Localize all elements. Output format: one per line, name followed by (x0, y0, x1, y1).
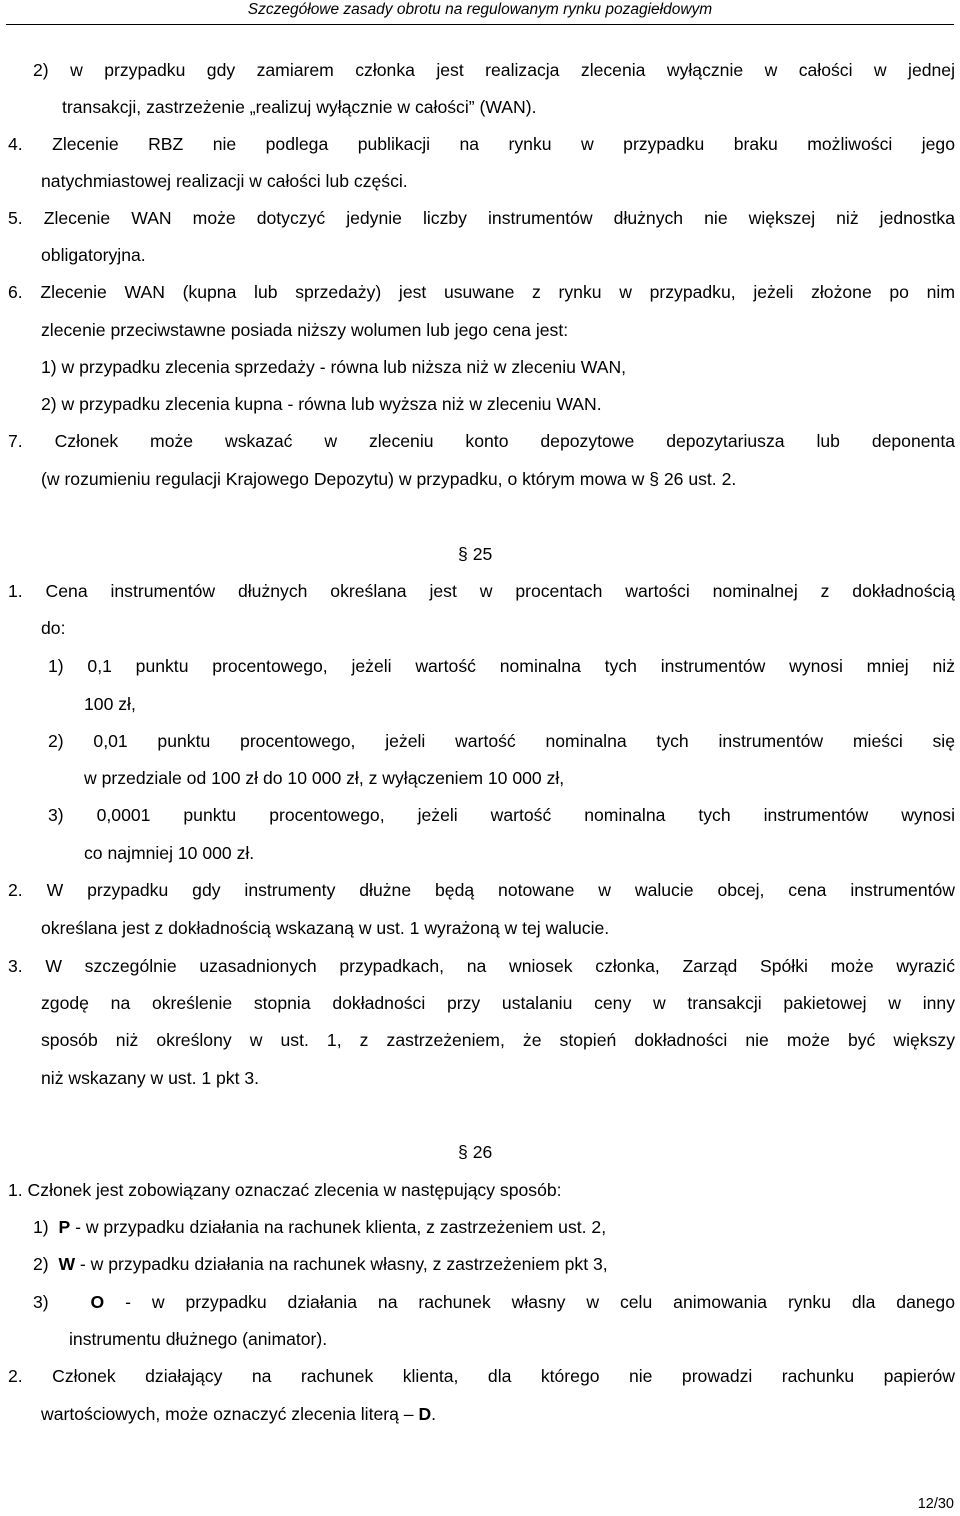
item-number: 3) (33, 1292, 49, 1312)
text-line: zgodę na określenie stopnia dokładności przy ustalaniu ceny w transakcji pakietowej w inny (41, 993, 955, 1013)
text-line: natychmiastowej realizacji w całości lub części. (41, 171, 408, 191)
text-line: 2. W przypadku gdy instrumenty dłużne będą notowane w walucie obcej, cena instrumentów (8, 880, 955, 900)
item-number: 2) (33, 1254, 49, 1274)
item-number: 1) (33, 1217, 49, 1237)
text-line: określana jest z dokładnością wskazaną w ust. 1 wyrażoną w tej walucie. (41, 918, 610, 938)
mark-letter: O (90, 1292, 105, 1312)
text-line: 1) 0,1 punktu procentowego, jeżeli wartość nominalna tych instrumentów wynosi mniej niż (48, 656, 955, 676)
text-line: (w rozumieniu regulacji Krajowego Depozytu) w przypadku, o którym mowa w § 26 ust. 2. (41, 469, 737, 489)
text-line: zlecenie przeciwstawne posiada niższy wolumen lub jego cena jest: (41, 320, 569, 340)
text-line: 6. Zlecenie WAN (kupna lub sprzedaży) jest usuwane z rynku w przypadku, jeżeli złożone po nim (8, 282, 955, 302)
section-symbol: § (458, 544, 468, 564)
text-line: co najmniej 10 000 zł. (84, 843, 255, 863)
text-line: 2) 0,01 punktu procentowego, jeżeli wartość nominalna tych instrumentów mieści się (48, 731, 955, 751)
text-line: 1. Cena instrumentów dłużnych określana jest w procentach wartości nominalnej z dokładnością (8, 581, 955, 601)
text-line: sposób niż określony w ust. 1, z zastrzeżeniem, że stopień dokładności nie może być większy (41, 1030, 955, 1050)
mark-letter: W (58, 1254, 76, 1274)
text-line: transakcji, zastrzeżenie „realizuj wyłącznie w całości” (WAN). (62, 97, 537, 117)
text-line: 1. Członek jest zobowiązany oznaczać zlecenia w następujący sposób: (8, 1180, 562, 1200)
line-text: wartościowych, może oznaczyć zlecenia literą – (41, 1404, 419, 1424)
list-item (33, 1216, 606, 1238)
text-line: 2. Członek działający na rachunek klienta, dla którego nie prowadzi rachunku papierów (8, 1366, 955, 1386)
section-number: 26 (472, 1142, 493, 1162)
text-line: 3. W szczególnie uzasadnionych przypadkach, na wniosek członka, Zarząd Spółki może wyrazić (8, 956, 955, 976)
item-text: - w przypadku działania na rachunek klienta, z zastrzeżeniem ust. 2, (70, 1217, 607, 1237)
running-header-title: Szczegółowe zasady obrotu na regulowanym rynku pozagiełdowym (247, 1, 713, 18)
text-line: w przedziale od 100 zł do 10 000 zł, z wyłączeniem 10 000 zł, (84, 768, 565, 788)
text-line: 7. Członek może wskazać w zleceniu konto depozytowe depozytariusza lub deponenta (8, 431, 955, 451)
header-rule (6, 24, 954, 25)
text-line (41, 1403, 436, 1425)
section-number: 25 (472, 544, 493, 564)
item-text: - w przypadku działania na rachunek własny w celu animowania rynku dla danego (104, 1292, 955, 1312)
text-line: 2) w przypadku zlecenia kupna - równa lub wyższa niż w zleceniu WAN. (41, 394, 602, 414)
text-line: 1) w przypadku zlecenia sprzedaży - równa lub niższa niż w zleceniu WAN, (41, 357, 627, 377)
section-heading-25 (458, 543, 492, 565)
list-item (33, 1291, 955, 1313)
mark-letter: P (58, 1217, 71, 1237)
text-line: 5. Zlecenie WAN może dotyczyć jedynie liczby instrumentów dłużnych nie większej niż jednostka (8, 208, 955, 228)
section-symbol: § (458, 1142, 468, 1162)
text-line: 3) 0,0001 punktu procentowego, jeżeli wartość nominalna tych instrumentów wynosi (48, 805, 955, 825)
text-line: niż wskazany w ust. 1 pkt 3. (41, 1068, 260, 1088)
page-number: 12/30 (917, 1496, 954, 1512)
text-line: 100 zł, (84, 694, 136, 714)
text-line: instrumentu dłużnego (animator). (69, 1329, 328, 1349)
text-line: obligatoryjna. (41, 245, 146, 265)
mark-letter: D (418, 1404, 432, 1424)
running-header (0, 0, 960, 27)
text-line: 2) w przypadku gdy zamiarem członka jest realizacja zlecenia wyłącznie w całości w jednej (33, 60, 955, 80)
line-end: . (431, 1404, 437, 1424)
item-text: - w przypadku działania na rachunek własny, z zastrzeżeniem pkt 3, (75, 1254, 608, 1274)
list-item (33, 1253, 608, 1275)
text-line: 4. Zlecenie RBZ nie podlega publikacji na rynku w przypadku braku możliwości jego (8, 134, 955, 154)
text-line: do: (41, 618, 66, 638)
section-heading-26 (458, 1141, 492, 1163)
